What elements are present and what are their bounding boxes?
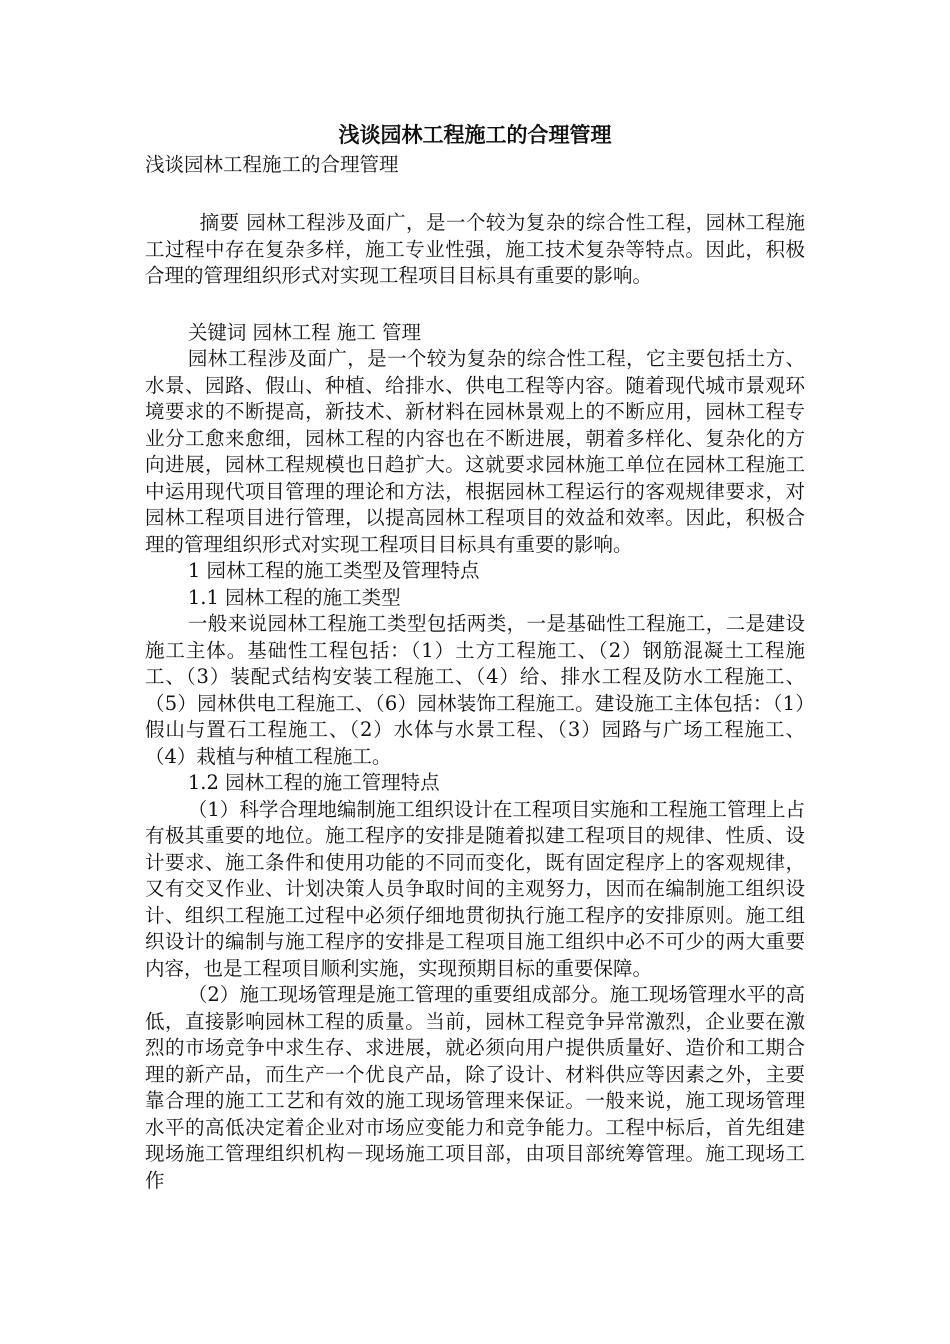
keywords-line: 关键词 园林工程 施工 管理 xyxy=(187,320,421,344)
section-1-1-heading: 1.1 园林工程的施工类型 xyxy=(187,585,401,609)
blank-line xyxy=(145,290,805,320)
section-1-heading: 1 园林工程的施工类型及管理特点 xyxy=(187,559,480,582)
abstract-paragraph: 摘要 园林工程涉及面广，是一个较为复杂的综合性工程，园林工程施工过程中存在复杂多样，施工专业性强，施工技术复杂等特点。因此，积极合理的管理组织形式对实现工程项目目标具有重要的影响。 xyxy=(145,211,805,287)
document-title: 浅谈园林工程施工的合理管理 xyxy=(338,122,612,147)
document-page xyxy=(145,120,805,1194)
intro-paragraph: 园林工程涉及面广，是一个较为复杂的综合性工程，它主要包括土方、水景、园路、假山、种植、给排水、供电工程等内容。随着现代城市景观环境要求的不断提高，新技术、新材料在园林景观上的不断应用，园林工程专业分工愈来愈细，园林工程的内容也在不断进展，朝着多样化、复杂化的方向进展，园林工程规模也日趋扩大。这就要求园林施工单位在园林工程施工中运用现代项目管理的理论和方法，根据园林工程运行的客观规律要求，对园林工程项目进行管理，以提高园林工程项目的效益和效率。因此，积极合理的管理组织形式对实现工程项目目标具有重要的影响。 xyxy=(145,347,805,556)
section-1-1-paragraph: 一般来说园林工程施工类型包括两类，一是基础性工程施工，二是建设施工主体。基础性工程包括：（1）土方工程施工、（2）钢筋混凝土工程施工、（3）装配式结构安装工程施工、（4）给、排水工程及防水工程施工、（5）园林供电工程施工、（6）园林装饰工程施工。建设施工主体包括：（1）假山与置石工程施工、（2）水体与水景工程、（3）园路与广场工程施工、（4）栽植与种植工程施工。 xyxy=(145,612,805,768)
section-1-2-paragraph-1: （1）科学合理地编制施工组织设计在工程项目实施和工程施工管理上占有极其重要的地位。施工程序的安排是随着拟建工程项目的规律、性质、设计要求、施工条件和使用功能的不同而变化，既有固定程序上的客观规律，又有交叉作业、计划决策人员争取时间的主观努力，因而在编制施工组织设计、组织工程施工过程中必须仔细地贯彻执行施工程序的安排原则。施工组织设计的编制与施工程序的安排是工程项目施工组织中必不可少的两大重要内容，也是工程项目顺利实施，实现预期目标的重要保障。 xyxy=(145,797,805,980)
blank-line xyxy=(145,180,805,210)
section-1-2-heading: 1.2 园林工程的施工管理特点 xyxy=(187,771,440,794)
document-subtitle: 浅谈园林工程施工的合理管理 xyxy=(145,153,399,176)
section-1-2-paragraph-2: （2）施工现场管理是施工管理的重要组成部分。施工现场管理水平的高低，直接影响园林工程的质量。当前，园林工程竞争异常激烈，企业要在激烈的市场竞争中求生存、求进展，就必须向用户提供质量好、造价和工期合理的新产品，而生产一个优良产品，除了设计、材料供应等因素之外，主要靠合理的施工工艺和有效的施工现场管理来保证。一般来说，施工现场管理水平的高低决定着企业对市场应变能力和竞争能力。工程中标后，首先组建现场施工管理组织机构－现场施工项目部，由项目部统筹管理。施工现场工作 xyxy=(145,983,805,1192)
